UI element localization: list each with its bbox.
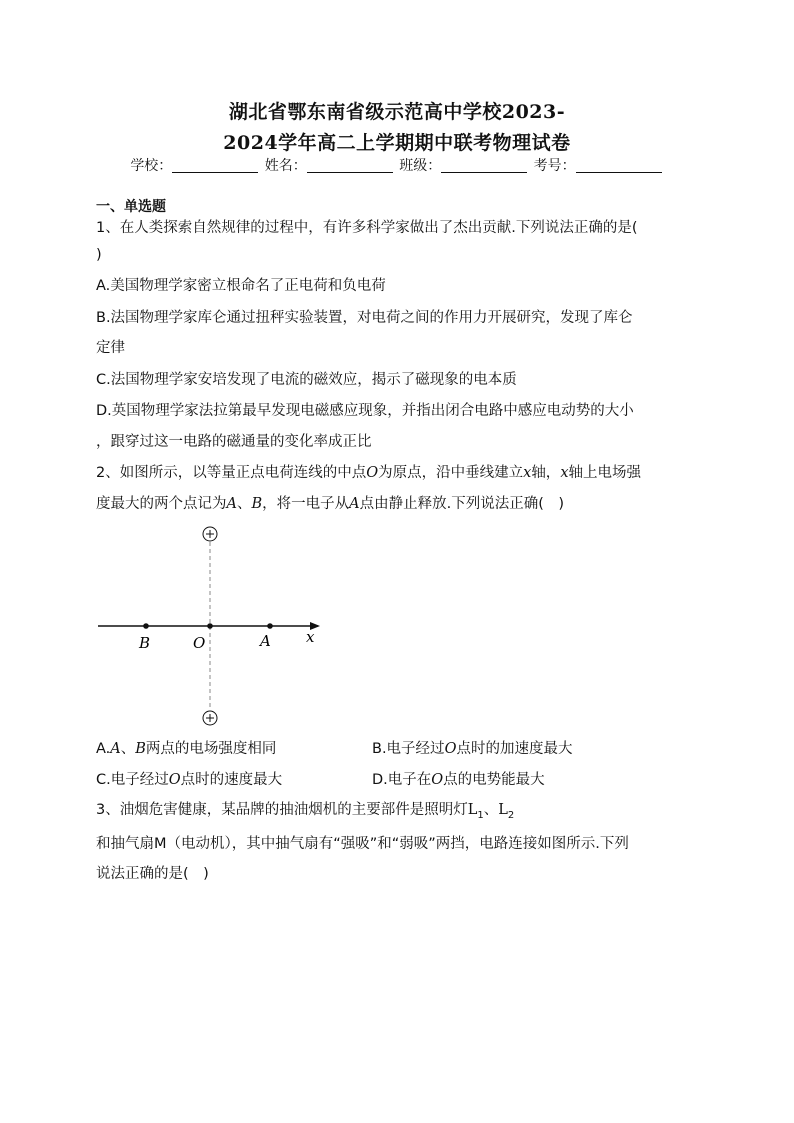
q3-lamp-sub2: 2 xyxy=(507,809,515,821)
q2-stem-var-a: A xyxy=(226,496,237,512)
number-blank xyxy=(576,158,662,173)
q3-stem-text-a: 3、油烟危害健康，某品牌的抽油烟机的主要部件是照明灯 xyxy=(96,802,468,818)
q2-figure xyxy=(90,520,330,730)
name-blank xyxy=(307,158,393,173)
q2-stem-var-b: B xyxy=(251,496,263,512)
q2-opt-d-text: 点的电势能最大 xyxy=(443,772,545,788)
q2-stem-text-d: 轴上电场强 xyxy=(568,465,641,481)
q2-opt-a-prefix: A. xyxy=(96,741,111,757)
q2-stem-line1 xyxy=(96,463,706,483)
q2-stem-text-f: ，将一电子从 xyxy=(262,496,350,512)
label-a: A xyxy=(260,632,271,650)
q2-stem-var-a2: A xyxy=(349,496,360,512)
exam-title-line1: 湖北省鄂东南省级示范高中学校2023- xyxy=(228,101,566,123)
q2-opt-b-prefix: B.电子经过 xyxy=(372,741,445,757)
point-b-dot xyxy=(143,623,149,629)
q1-option-c: C.法国物理学家安培发现了电流的磁效应，揭示了磁现象的电本质 xyxy=(96,372,517,388)
point-a-dot xyxy=(267,623,273,629)
q2-stem-var-x1: x xyxy=(523,465,532,481)
q2-option-a xyxy=(96,737,276,758)
q2-opt-a-text: 两点的电场强度相同 xyxy=(145,741,277,757)
q2-opt-b-text: 点时的加速度最大 xyxy=(456,741,573,757)
q1-option-d-line2: ，跟穿过这一电路的磁通量的变化率成正比 xyxy=(96,434,372,450)
exam-title-line2: 2024学年高二上学期期中联考物理试卷 xyxy=(223,132,571,154)
positive-charge-bottom xyxy=(203,711,217,725)
q1-option-b-line2: 定律 xyxy=(96,340,125,356)
name-label: 姓名： xyxy=(264,158,307,174)
q1-stem-line1: 1、在人类探索自然规律的过程中，有许多科学家做出了杰出贡献.下列说法正确的是( xyxy=(96,220,638,236)
section-heading: 一、单选题 xyxy=(96,199,166,215)
class-label: 班级： xyxy=(399,158,442,174)
q1-option-d-line1: D.英国物理学家法拉第最早发现电磁感应现象，并指出闭合电路中感应电动势的大小 xyxy=(96,403,634,419)
q2-opt-a-var-b: B xyxy=(135,741,146,757)
q3-lamp-l2: L xyxy=(498,802,508,818)
q2-stem-var-o: O xyxy=(366,465,379,481)
q3-stem-line2: 和抽气扇M（电动机），其中抽气扇有“强吸”和“弱吸”两挡，电路连接如图所示.下列 xyxy=(96,836,629,852)
q2-stem-text-a: 2、如图所示，以等量正点电荷连线的中点 xyxy=(96,465,367,481)
q2-stem-text-b: 为原点，沿中垂线建立 xyxy=(378,465,524,481)
q2-stem-sep: 、 xyxy=(236,496,252,512)
label-x: x xyxy=(306,628,315,646)
number-label: 考号： xyxy=(533,158,576,174)
q2-opt-d-prefix: D.电子在 xyxy=(372,772,432,788)
label-b: B xyxy=(139,634,151,652)
q2-stem-text-g: 点由静止释放.下列说法正确( ) xyxy=(359,496,565,512)
q2-option-b xyxy=(372,737,572,758)
q2-stem-line2 xyxy=(96,494,706,514)
q2-stem-text-c: 轴， xyxy=(531,465,561,481)
q2-stem-text-e: 度最大的两个点记为 xyxy=(96,496,227,512)
q2-option-d xyxy=(372,768,545,789)
q2-opt-c-text: 点时的速度最大 xyxy=(180,772,283,788)
class-blank xyxy=(441,158,527,173)
q2-option-c xyxy=(96,768,282,789)
q2-opt-d-var-o: O xyxy=(431,772,444,788)
q3-stem-line3: 说法正确的是( ) xyxy=(96,866,209,882)
positive-charge-top xyxy=(203,527,217,541)
school-blank xyxy=(172,158,258,173)
q1-option-b-line1: B.法国物理学家库仑通过扭秤实验装置，对电荷之间的作用力开展研究，发现了库仑 xyxy=(96,310,633,326)
q3-lamp-l1: L xyxy=(467,802,478,818)
q1-stem-line2: ) xyxy=(96,247,102,263)
q2-stem-var-x2: x xyxy=(560,465,569,481)
q3-stem-sep: 、 xyxy=(483,802,499,818)
q2-opt-b-var-o: O xyxy=(444,741,457,757)
point-o-dot xyxy=(207,623,213,629)
q2-opt-c-prefix: C.电子经过 xyxy=(96,772,169,788)
q2-opt-c-var-o: O xyxy=(168,772,181,788)
q1-option-a: A.美国物理学家密立根命名了正电荷和负电荷 xyxy=(96,278,386,294)
q3-lamp-sub1: 1 xyxy=(477,809,484,821)
student-info-line xyxy=(0,155,794,175)
q2-opt-a-sep: 、 xyxy=(120,741,136,757)
q2-opt-a-var-a: A xyxy=(110,741,121,757)
q3-stem-line1 xyxy=(96,800,706,826)
school-label: 学校： xyxy=(130,158,173,174)
label-o: O xyxy=(193,634,206,652)
